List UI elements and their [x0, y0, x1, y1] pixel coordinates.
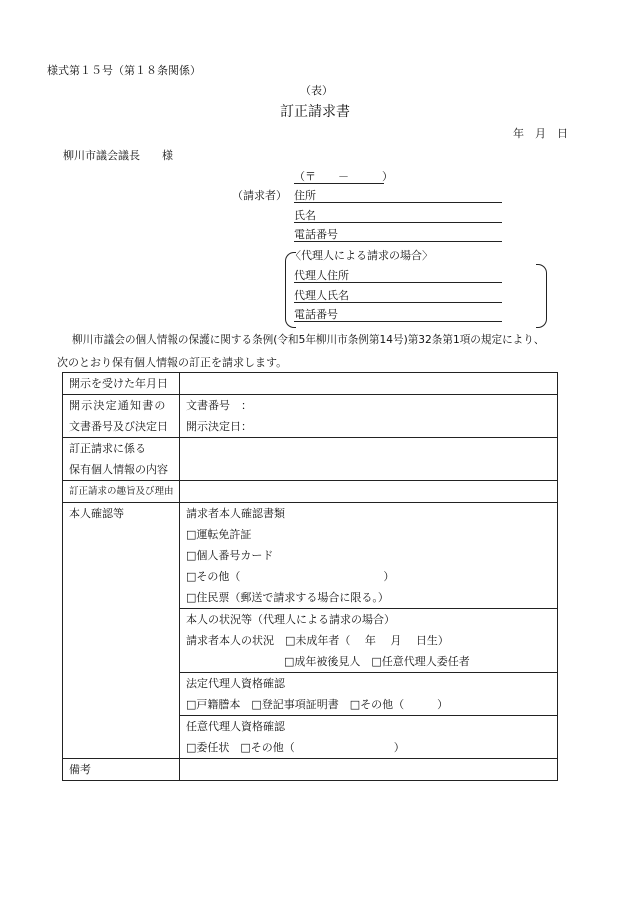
- remarks-input[interactable]: [180, 759, 558, 781]
- page-title: 訂正請求書: [280, 104, 350, 120]
- agent-address-label: 代理人住所: [294, 269, 349, 282]
- requester-address-label: 住所: [294, 189, 316, 202]
- table-row: [63, 395, 558, 438]
- requester-phone-line: [294, 241, 502, 242]
- requester-name-label: 氏名: [294, 209, 316, 222]
- reason-input[interactable]: [180, 481, 558, 503]
- legal-agent-heading: 法定代理人資格確認: [186, 677, 285, 690]
- date-field: 年 月 日: [513, 127, 568, 140]
- disclosure-date-input[interactable]: [180, 373, 558, 395]
- agent-name-line: [294, 302, 502, 303]
- identity-docs-heading: 請求者本人確認書類: [186, 507, 285, 520]
- agent-heading: 〈代理人による請求の場合〉: [290, 249, 433, 262]
- requester-name-line: [294, 222, 502, 223]
- agent-name-label: 代理人氏名: [294, 289, 349, 302]
- form-side-label: （表）: [300, 84, 333, 97]
- drivers-license-checkbox[interactable]: □運転免許証: [186, 528, 252, 541]
- voluntary-agent-options[interactable]: □委任状 □その他（ ）: [186, 741, 405, 754]
- agent-phone-label: 電話番号: [294, 308, 338, 321]
- document-number-label: 文書番号 ：: [186, 399, 252, 412]
- postal-code-field: （〒 － ）: [294, 170, 393, 183]
- intro-line-2: 次のとおり保有個人情報の訂正を請求します。: [57, 356, 288, 369]
- requester-address-line: [294, 202, 502, 203]
- agent-phone-line: [294, 321, 502, 322]
- identity-check-cell: [180, 503, 558, 759]
- form-number: 様式第１５号（第１８条関係）: [47, 64, 201, 77]
- postal-underline: [294, 183, 384, 184]
- table-row: [63, 373, 558, 395]
- agent-bracket-right: [536, 264, 547, 328]
- intro-line-1: 柳川市議会の個人情報の保護に関する条例(令和5年柳川市条例第14号)第32条第1項の規定により、: [72, 334, 545, 346]
- decision-date-label: 開示決定日：: [186, 420, 252, 433]
- legal-agent-options[interactable]: □戸籍謄本 □登記事項証明書 □その他（ ）: [186, 698, 449, 711]
- resident-record-checkbox[interactable]: □住民票（郵送で請求する場合に限る。）: [186, 591, 389, 604]
- table-row: [63, 759, 558, 781]
- notice-number-input[interactable]: [180, 395, 558, 438]
- info-content-input[interactable]: [180, 438, 558, 481]
- table-row: [63, 438, 558, 481]
- disclosure-date-label: 開示を受けた年月日: [63, 373, 180, 395]
- request-form-table: [62, 372, 558, 781]
- voluntary-agent-heading: 任意代理人資格確認: [186, 720, 285, 733]
- table-row: [63, 503, 558, 759]
- mynumber-card-checkbox[interactable]: □個人番号カード: [186, 549, 274, 562]
- addressee: 柳川市議会議長 様: [63, 149, 173, 162]
- notice-number-label: 開示決定通知書の 文書番号及び決定日: [63, 395, 180, 438]
- agent-address-line: [294, 282, 502, 283]
- requester-label: （請求者）: [232, 189, 287, 202]
- identity-check-label: 本人確認等: [63, 503, 180, 759]
- requester-phone-label: 電話番号: [294, 228, 338, 241]
- info-content-label: 訂正請求に係る 保有個人情報の内容: [63, 438, 180, 481]
- identity-other-checkbox[interactable]: □その他（ ）: [186, 570, 395, 583]
- table-row: [63, 481, 558, 503]
- reason-label: 訂正請求の趣旨及び理由: [63, 481, 180, 503]
- status-heading: 本人の状況等（代理人による請求の場合）: [186, 613, 395, 626]
- remarks-label: 備考: [63, 759, 180, 781]
- minor-checkbox[interactable]: 請求者本人の状況 □未成年者（ 年 月 日生）: [186, 634, 449, 647]
- guardian-checkbox[interactable]: □成年被後見人 □任意代理人委任者: [284, 655, 470, 668]
